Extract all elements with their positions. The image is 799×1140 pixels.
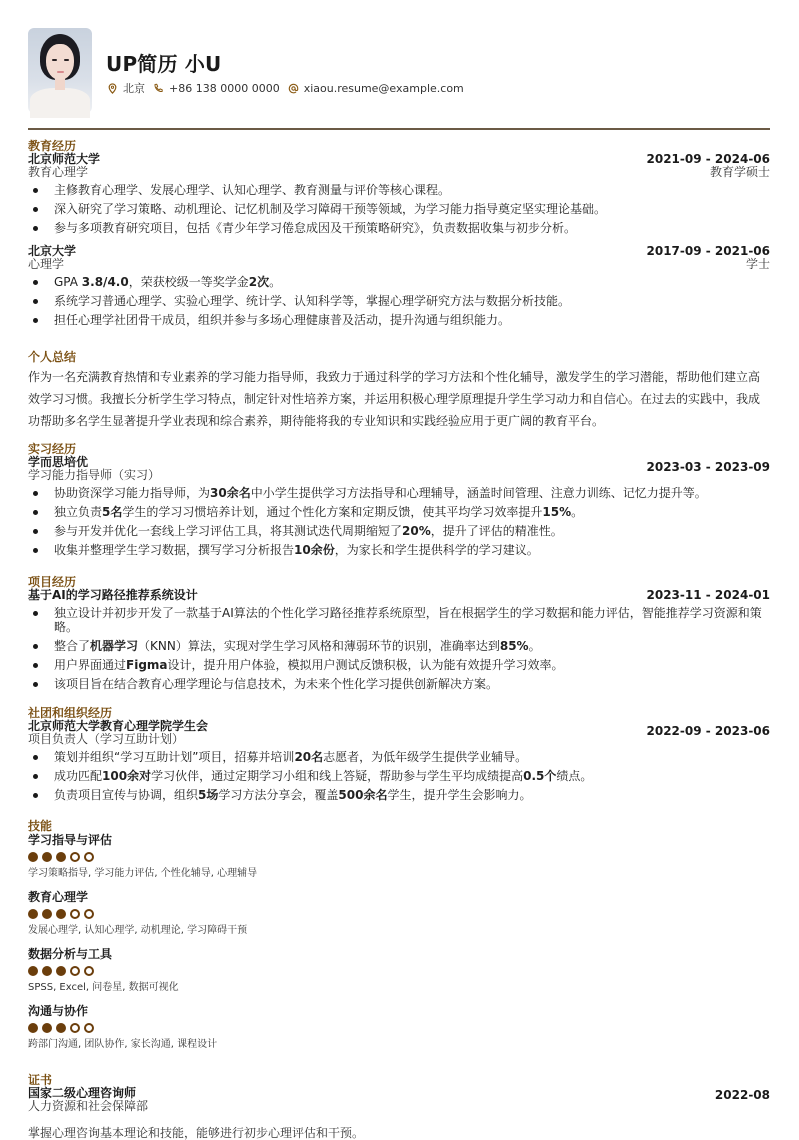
skill-name: 沟通与协作 bbox=[28, 1004, 89, 1018]
rating-dot-filled-icon bbox=[42, 966, 52, 976]
skill-item bbox=[28, 890, 770, 937]
skill-rating bbox=[28, 852, 770, 862]
header-divider bbox=[28, 128, 770, 130]
project-entry bbox=[28, 589, 770, 691]
section-title-education: 教育经历 bbox=[28, 139, 77, 153]
resume-header bbox=[28, 0, 770, 129]
certificate-description: 掌握心理咨询基本理论和技能，能够进行初步心理评估和干预。 bbox=[28, 1126, 365, 1140]
certificate-entry bbox=[28, 1087, 770, 1140]
section-title-certificates: 证书 bbox=[28, 1073, 53, 1087]
major: 心理学 bbox=[28, 257, 65, 271]
rating-dot-filled-icon bbox=[56, 909, 66, 919]
education-entry bbox=[28, 153, 770, 235]
major: 教育心理学 bbox=[28, 165, 89, 179]
skill-name: 学习指导与评估 bbox=[28, 833, 113, 847]
section-title-organizations: 社团和组织经历 bbox=[28, 706, 113, 720]
rating-dot-filled-icon bbox=[28, 1023, 38, 1033]
skill-details: 学习策略指导, 学习能力评估, 个性化辅导, 心理辅导 bbox=[28, 868, 258, 879]
bullet-item: 负责项目宣传与协调，组织5场学习方法分享会，覆盖500余名学生，提升学生会影响力。 bbox=[28, 788, 770, 802]
internship-section bbox=[28, 443, 770, 562]
rating-dot-filled-icon bbox=[56, 966, 66, 976]
rating-dot-empty-icon bbox=[84, 909, 94, 919]
rating-dot-empty-icon bbox=[70, 966, 80, 976]
skill-name: 数据分析与工具 bbox=[28, 947, 113, 961]
rating-dot-filled-icon bbox=[42, 852, 52, 862]
section-title-skills: 技能 bbox=[28, 819, 53, 833]
section-title-internship: 实习经历 bbox=[28, 442, 77, 456]
rating-dot-filled-icon bbox=[56, 852, 66, 862]
bullet-item: 协助资深学习能力指导师，为30余名中小学生提供学习方法指导和心理辅导，涵盖时间管理、注意力训练、记忆力提升等。 bbox=[28, 486, 770, 500]
contact-phone bbox=[153, 82, 280, 95]
phone-text[interactable]: +86 138 0000 0000 bbox=[169, 81, 280, 95]
school-name: 北京师范大学 bbox=[28, 152, 101, 166]
rating-dot-filled-icon bbox=[42, 909, 52, 919]
skill-item bbox=[28, 1004, 770, 1051]
contact-email bbox=[288, 82, 464, 95]
certificate-issuer: 人力资源和社会保障部 bbox=[28, 1099, 149, 1113]
rating-dot-filled-icon bbox=[56, 1023, 66, 1033]
bullet-item: 用户界面通过Figma设计，提升用户体验，模拟用户测试反馈积极，认为能有效提升学习效率。 bbox=[28, 658, 770, 672]
projects-section bbox=[28, 576, 770, 696]
section-title-summary: 个人总结 bbox=[28, 350, 77, 364]
bullet-item: GPA 3.8/4.0，荣获校级一等奖学金2次。 bbox=[28, 275, 770, 289]
skill-details: 跨部门沟通, 团队协作, 家长沟通, 课程设计 bbox=[28, 1039, 218, 1050]
contact-location bbox=[107, 80, 145, 96]
bullet-item: 系统学习普通心理学、实验心理学、统计学、认知科学等，掌握心理学研究方法与数据分析技能。 bbox=[28, 294, 770, 308]
map-pin-icon bbox=[107, 83, 118, 94]
certificates-section bbox=[28, 1074, 770, 1140]
school-name: 北京大学 bbox=[28, 244, 77, 258]
degree: 教育学硕士 bbox=[709, 165, 770, 179]
summary-section bbox=[28, 351, 770, 432]
bullet-item: 参与开发并优化一套线上学习评估工具，将其测试迭代周期缩短了20%，提升了评估的精准性。 bbox=[28, 524, 770, 538]
rating-dot-filled-icon bbox=[42, 1023, 52, 1033]
degree: 学士 bbox=[745, 257, 770, 271]
rating-dot-empty-icon bbox=[84, 966, 94, 976]
at-sign-icon bbox=[288, 83, 299, 94]
skill-name: 教育心理学 bbox=[28, 890, 89, 904]
date-range: 2017-09 - 2021-06 bbox=[646, 244, 770, 258]
bullet-item: 该项目旨在结合教育心理学理论与信息技术，为未来个性化学习提供创新解决方案。 bbox=[28, 677, 770, 691]
bullet-item: 担任心理学社团骨干成员，组织并参与多场心理健康普及活动，提升沟通与组织能力。 bbox=[28, 313, 770, 327]
bullet-item: 主修教育心理学、发展心理学、认知心理学、教育测量与评价等核心课程。 bbox=[28, 183, 770, 197]
organizations-section bbox=[28, 707, 770, 807]
bullet-list bbox=[28, 606, 770, 691]
skill-item bbox=[28, 833, 770, 880]
resume-page bbox=[28, 0, 770, 1140]
candidate-name: UP简历 小U bbox=[106, 52, 222, 76]
bullet-item: 参与多项教育研究项目，包括《青少年学习倦怠成因及干预策略研究》，负责数据收集与初步分析。 bbox=[28, 221, 770, 235]
rating-dot-empty-icon bbox=[70, 1023, 80, 1033]
rating-dot-filled-icon bbox=[28, 909, 38, 919]
skill-rating bbox=[28, 966, 770, 976]
rating-dot-empty-icon bbox=[84, 852, 94, 862]
bullet-item: 成功匹配100余对学习伙伴，通过定期学习小组和线上答疑，帮助参与学生平均成绩提高0.5个绩点。 bbox=[28, 769, 770, 783]
skill-details: SPSS, Excel, 问卷星, 数据可视化 bbox=[28, 982, 179, 993]
date-range: 2023-03 - 2023-09 bbox=[646, 460, 770, 474]
bullet-list bbox=[28, 275, 770, 327]
date: 2022-08 bbox=[714, 1088, 770, 1102]
section-title-projects: 项目经历 bbox=[28, 575, 77, 589]
summary-text: 作为一名充满教育热情和专业素养的学习能力指导师，我致力于通过科学的学习方法和个性化辅导，激发学生的学习潜能，帮助他们建立高效学习习惯。我擅长分析学生学习特点，制定针对性培养方案，并运用积极心理学原理提升学生学习动力和自信心。在过去的实践中，我成功帮助多名学生显著提升学业表现和综合素养，期待能将我的专业知识和实践经验应用于更广阔的教育平台。 bbox=[28, 370, 761, 428]
rating-dot-filled-icon bbox=[28, 852, 38, 862]
skills-section bbox=[28, 820, 770, 1061]
bullet-list bbox=[28, 183, 770, 235]
certificate-name: 国家二级心理咨询师 bbox=[28, 1086, 137, 1100]
bullet-item: 收集并整理学生学习数据，撰写学习分析报告10余份，为家长和学生提供科学的学习建议。 bbox=[28, 543, 770, 557]
skill-details: 发展心理学, 认知心理学, 动机理论, 学习障碍干预 bbox=[28, 925, 248, 936]
rating-dot-filled-icon bbox=[28, 966, 38, 976]
skill-rating bbox=[28, 1023, 770, 1033]
bullet-item: 策划并组织“学习互助计划”项目，招募并培训20名志愿者，为低年级学生提供学业辅导。 bbox=[28, 750, 770, 764]
bullet-item: 整合了机器学习（KNN）算法，实现对学生学习风格和薄弱环节的识别，准确率达到85%。 bbox=[28, 639, 770, 653]
organization-role: 项目负责人（学习互助计划） bbox=[28, 732, 185, 746]
education-section bbox=[28, 140, 770, 332]
date-range: 2022-09 - 2023-06 bbox=[646, 724, 770, 738]
bullet-item: 独立负责5名学生的学习习惯培养计划，通过个性化方案和定期反馈，使其平均学习效率提升15%。 bbox=[28, 505, 770, 519]
rating-dot-empty-icon bbox=[84, 1023, 94, 1033]
contact-info bbox=[107, 80, 472, 96]
organization-entry bbox=[28, 720, 770, 802]
internship-entry bbox=[28, 456, 770, 557]
location-text: 北京 bbox=[123, 82, 145, 95]
skill-rating bbox=[28, 909, 770, 919]
bullet-list bbox=[28, 486, 770, 557]
bullet-list bbox=[28, 750, 770, 802]
date-range: 2023-11 - 2024-01 bbox=[646, 588, 770, 602]
skill-item bbox=[28, 947, 770, 994]
date-range: 2021-09 - 2024-06 bbox=[646, 152, 770, 166]
profile-photo bbox=[28, 28, 92, 113]
bullet-item: 独立设计并初步开发了一款基于AI算法的个性化学习路径推荐系统原型，旨在根据学生的学习数据和能力评估，智能推荐学习资源和策略。 bbox=[28, 606, 770, 634]
job-role: 学习能力指导师（实习） bbox=[28, 468, 161, 482]
project-name: 基于AI的学习路径推荐系统设计 bbox=[28, 588, 198, 602]
rating-dot-empty-icon bbox=[70, 909, 80, 919]
organization-name: 北京师范大学教育心理学院学生会 bbox=[28, 719, 209, 733]
bullet-item: 深入研究了学习策略、动机理论、记忆机制及学习障碍干预等领域，为学习能力指导奠定坚实理论基础。 bbox=[28, 202, 770, 216]
email-text[interactable]: xiaou.resume@example.com bbox=[303, 81, 464, 95]
company-name: 学而思培优 bbox=[28, 455, 89, 469]
phone-icon bbox=[153, 83, 164, 94]
education-entry bbox=[28, 245, 770, 327]
rating-dot-empty-icon bbox=[70, 852, 80, 862]
